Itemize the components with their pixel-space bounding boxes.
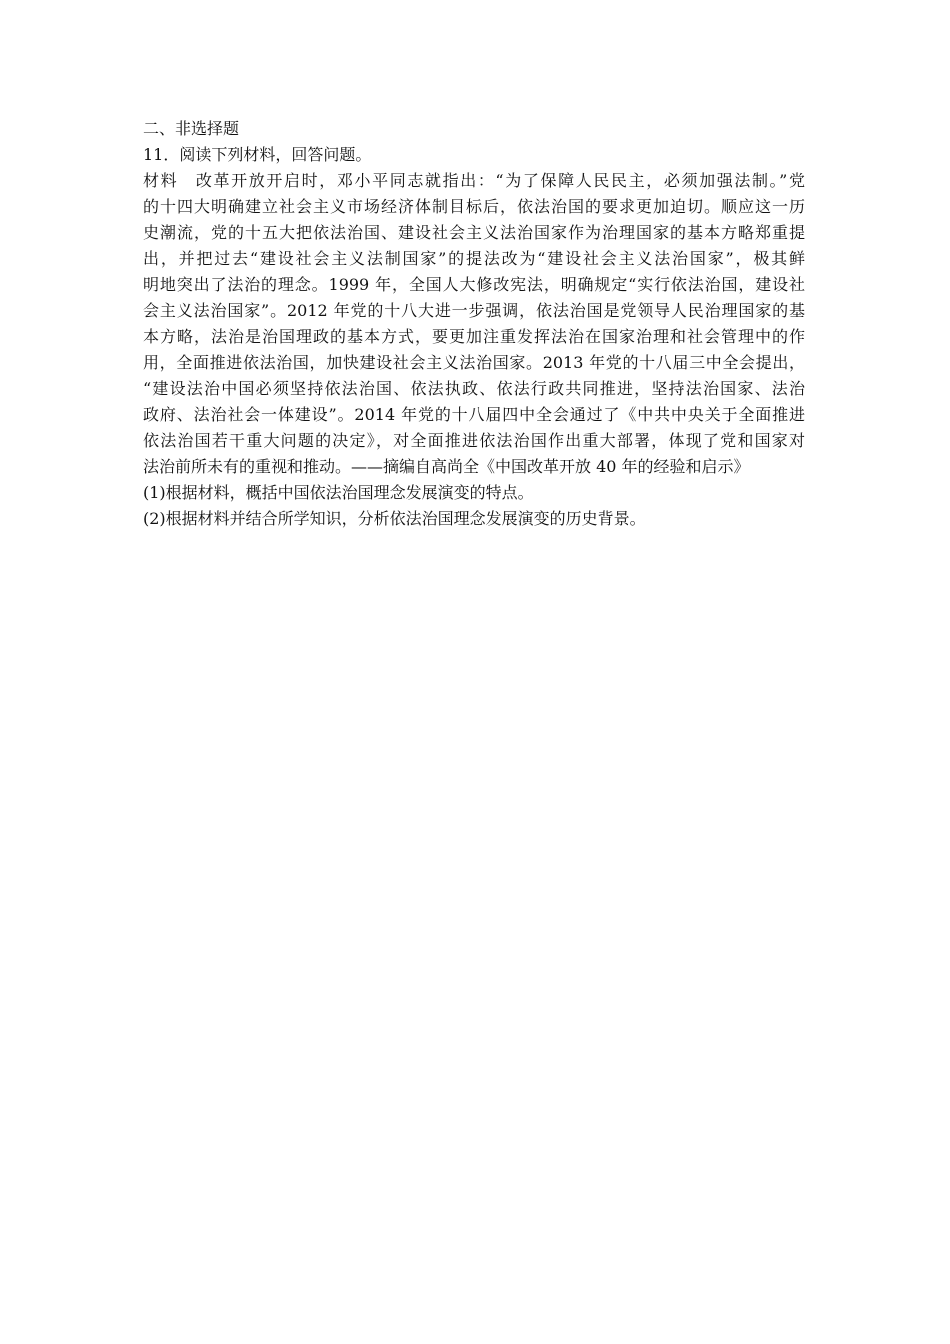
material-line: “建设法治中国必须坚持依法治国、依法执政、依法行政共同推进，坚持法治国家、法治 (143, 379, 805, 398)
question-stem: 11．阅读下列材料，回答问题。 (143, 145, 372, 164)
material-line: 的十四大明确建立社会主义市场经济体制目标后，依法治国的要求更加迫切。顺应这一历 (143, 197, 805, 216)
question-block (143, 116, 805, 532)
material-line: 政府、法治社会一体建设”。2014 年党的十八届四中全会通过了《中共中央关于全面推进 (143, 405, 805, 424)
sub-question-2: (2)根据材料并结合所学知识，分析依法治国理念发展演变的历史背景。 (143, 509, 646, 528)
material-line: 会主义法治国家”。2012 年党的十八大进一步强调，依法治国是党领导人民治理国家的基 (143, 301, 805, 320)
material-line: 用，全面推进依法治国，加快建设社会主义法治国家。2013 年党的十八届三中全会提出， (143, 353, 805, 372)
material-line: 本方略，法治是治国理政的基本方式，要更加注重发挥法治在国家治理和社会管理中的作 (143, 327, 805, 346)
material-line: 史潮流，党的十五大把依法治国、建设社会主义法治国家作为治理国家的基本方略郑重提 (143, 223, 805, 242)
sub-question-1: (1)根据材料，概括中国依法治国理念发展演变的特点。 (143, 483, 534, 502)
material-line: 法治前所未有的重视和推动。——摘编自高尚全《中国改革开放 40 年的经验和启示》 (143, 457, 750, 476)
material-passage (143, 168, 805, 480)
section-heading: 二、非选择题 (143, 119, 240, 138)
material-line: 明地突出了法治的理念。1999 年，全国人大修改宪法，明确规定“实行依法治国，建设社 (143, 275, 805, 294)
material-line: 材料 改革开放开启时，邓小平同志就指出：“为了保障人民民主，必须加强法制。”党 (143, 171, 805, 190)
material-line: 依法治国若干重大问题的决定》，对全面推进依法治国作出重大部署，体现了党和国家对 (143, 431, 805, 450)
material-line: 出，并把过去“建设社会主义法制国家”的提法改为“建设社会主义法治国家”，极其鲜 (143, 249, 805, 268)
